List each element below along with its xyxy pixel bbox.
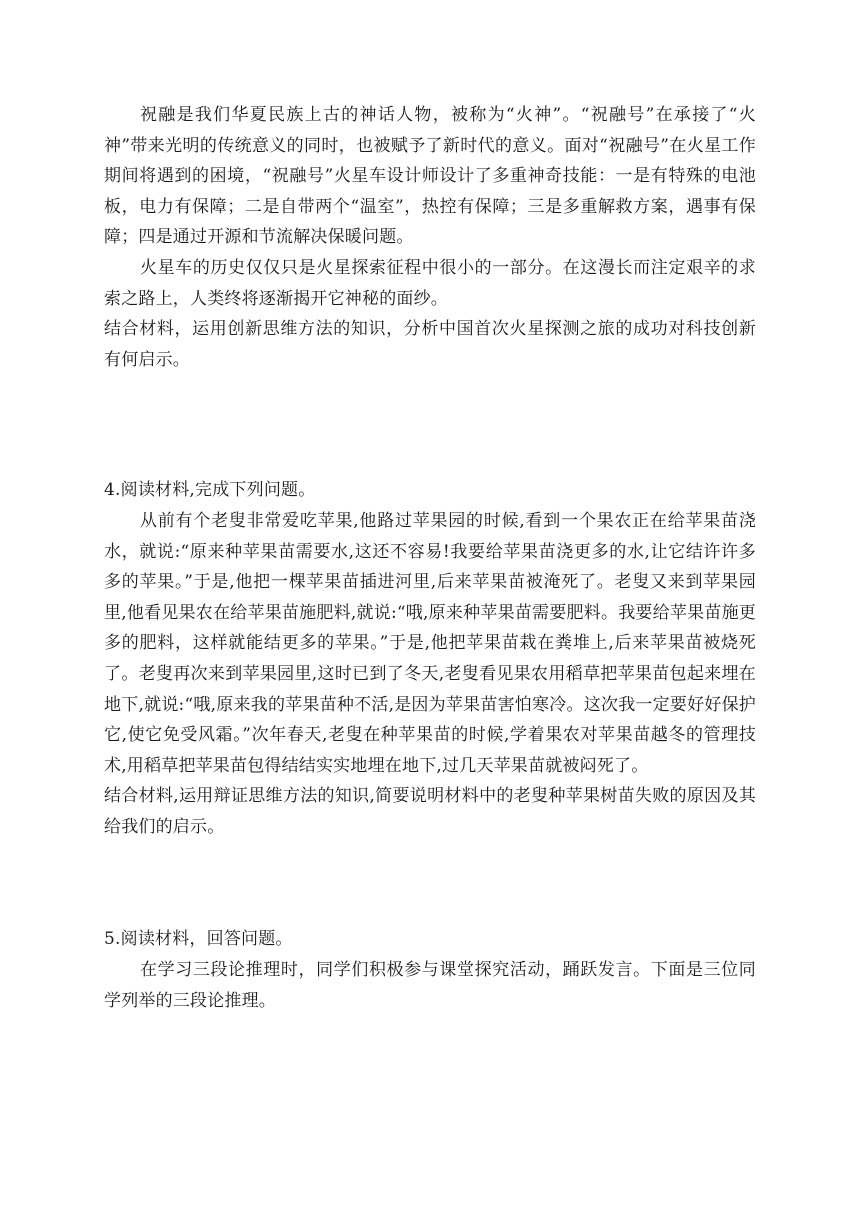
material-paragraph-mars-rover: 火星车的历史仅仅只是火星探索征程中很小的一部分。在这漫长而注定艰辛的求索之路上，人类终将逐渐揭开它神秘的面纱。 [104,257,756,309]
material-paragraph-syllogism: 在学习三段论推理时，同学们积极参与课堂探究活动，踊跃发言。下面是三位同学列举的三段论推理。 [104,960,756,1011]
answer-space [104,375,756,475]
question-5-heading: 5.阅读材料，回答问题。 [104,929,293,950]
material-paragraph-apple-story: 从前有个老叟非常爱吃苹果,他路过苹果园的时候,看到一个果农正在给苹果苗浇水，就说:“原来种苹果苗需要水,这还不容易!我要给苹果苗浇更多的水,让它结许许多多的苹果。”于是,他把一棵苹果苗插进河里,后来苹果苗被淹死了。老叟又来到苹果园里,他看见果农在给苹果苗施肥料,就说:“哦,原来种苹果苗需要肥料。我要给苹果苗施更多的肥料，这样就能结更多的苹果。”于是,他把苹果苗栽在粪堆上,后来苹果苗被烧死了。老叟再次来到苹果园里,这时已到了冬天,老叟看见果农用稻草把苹果苗包起来埋在地下,就说:“哦,原来我的苹果苗种不活,是因为苹果苗害怕寒冷。这次我一定要好好保护它,使它免受风霜。”次年春天,老叟在种苹果苗的时候,学着果农对苹果苗越冬的管理技术,用稻草把苹果苗包得结结实实地埋在地下,过几天苹果苗就被闷死了。 [104,510,756,776]
question-4-prompt: 结合材料,运用辩证思维方法的知识,简要说明材料中的老叟种苹果树苗失败的原因及其给我们的启示。 [104,786,756,837]
question-4-heading: 4.阅读材料,完成下列问题。 [104,480,316,501]
document-page [104,100,756,1016]
section-3-material [104,100,756,375]
section-4 [104,475,756,842]
section-5 [104,924,756,1016]
question-3-prompt: 结合材料，运用创新思维方法的知识，分析中国首次火星探测之旅的成功对科技创新有何启示。 [104,319,756,370]
material-paragraph-zhurong: 祝融是我们华夏民族上古的神话人物，被称为“火神”。“祝融号”在承接了“火神”带来光明的传统意义的同时，也被赋予了新时代的意义。面对“祝融号”在火星工作期间将遇到的困境，“祝融号”火星车设计师设计了多重神奇技能：一是有特殊的电池板，电力有保障；二是自带两个“温室”，热控有保障；三是多重解救方案，遇事有保障；四是通过开源和节流解决保暖问题。 [104,105,756,248]
answer-space [104,842,756,924]
